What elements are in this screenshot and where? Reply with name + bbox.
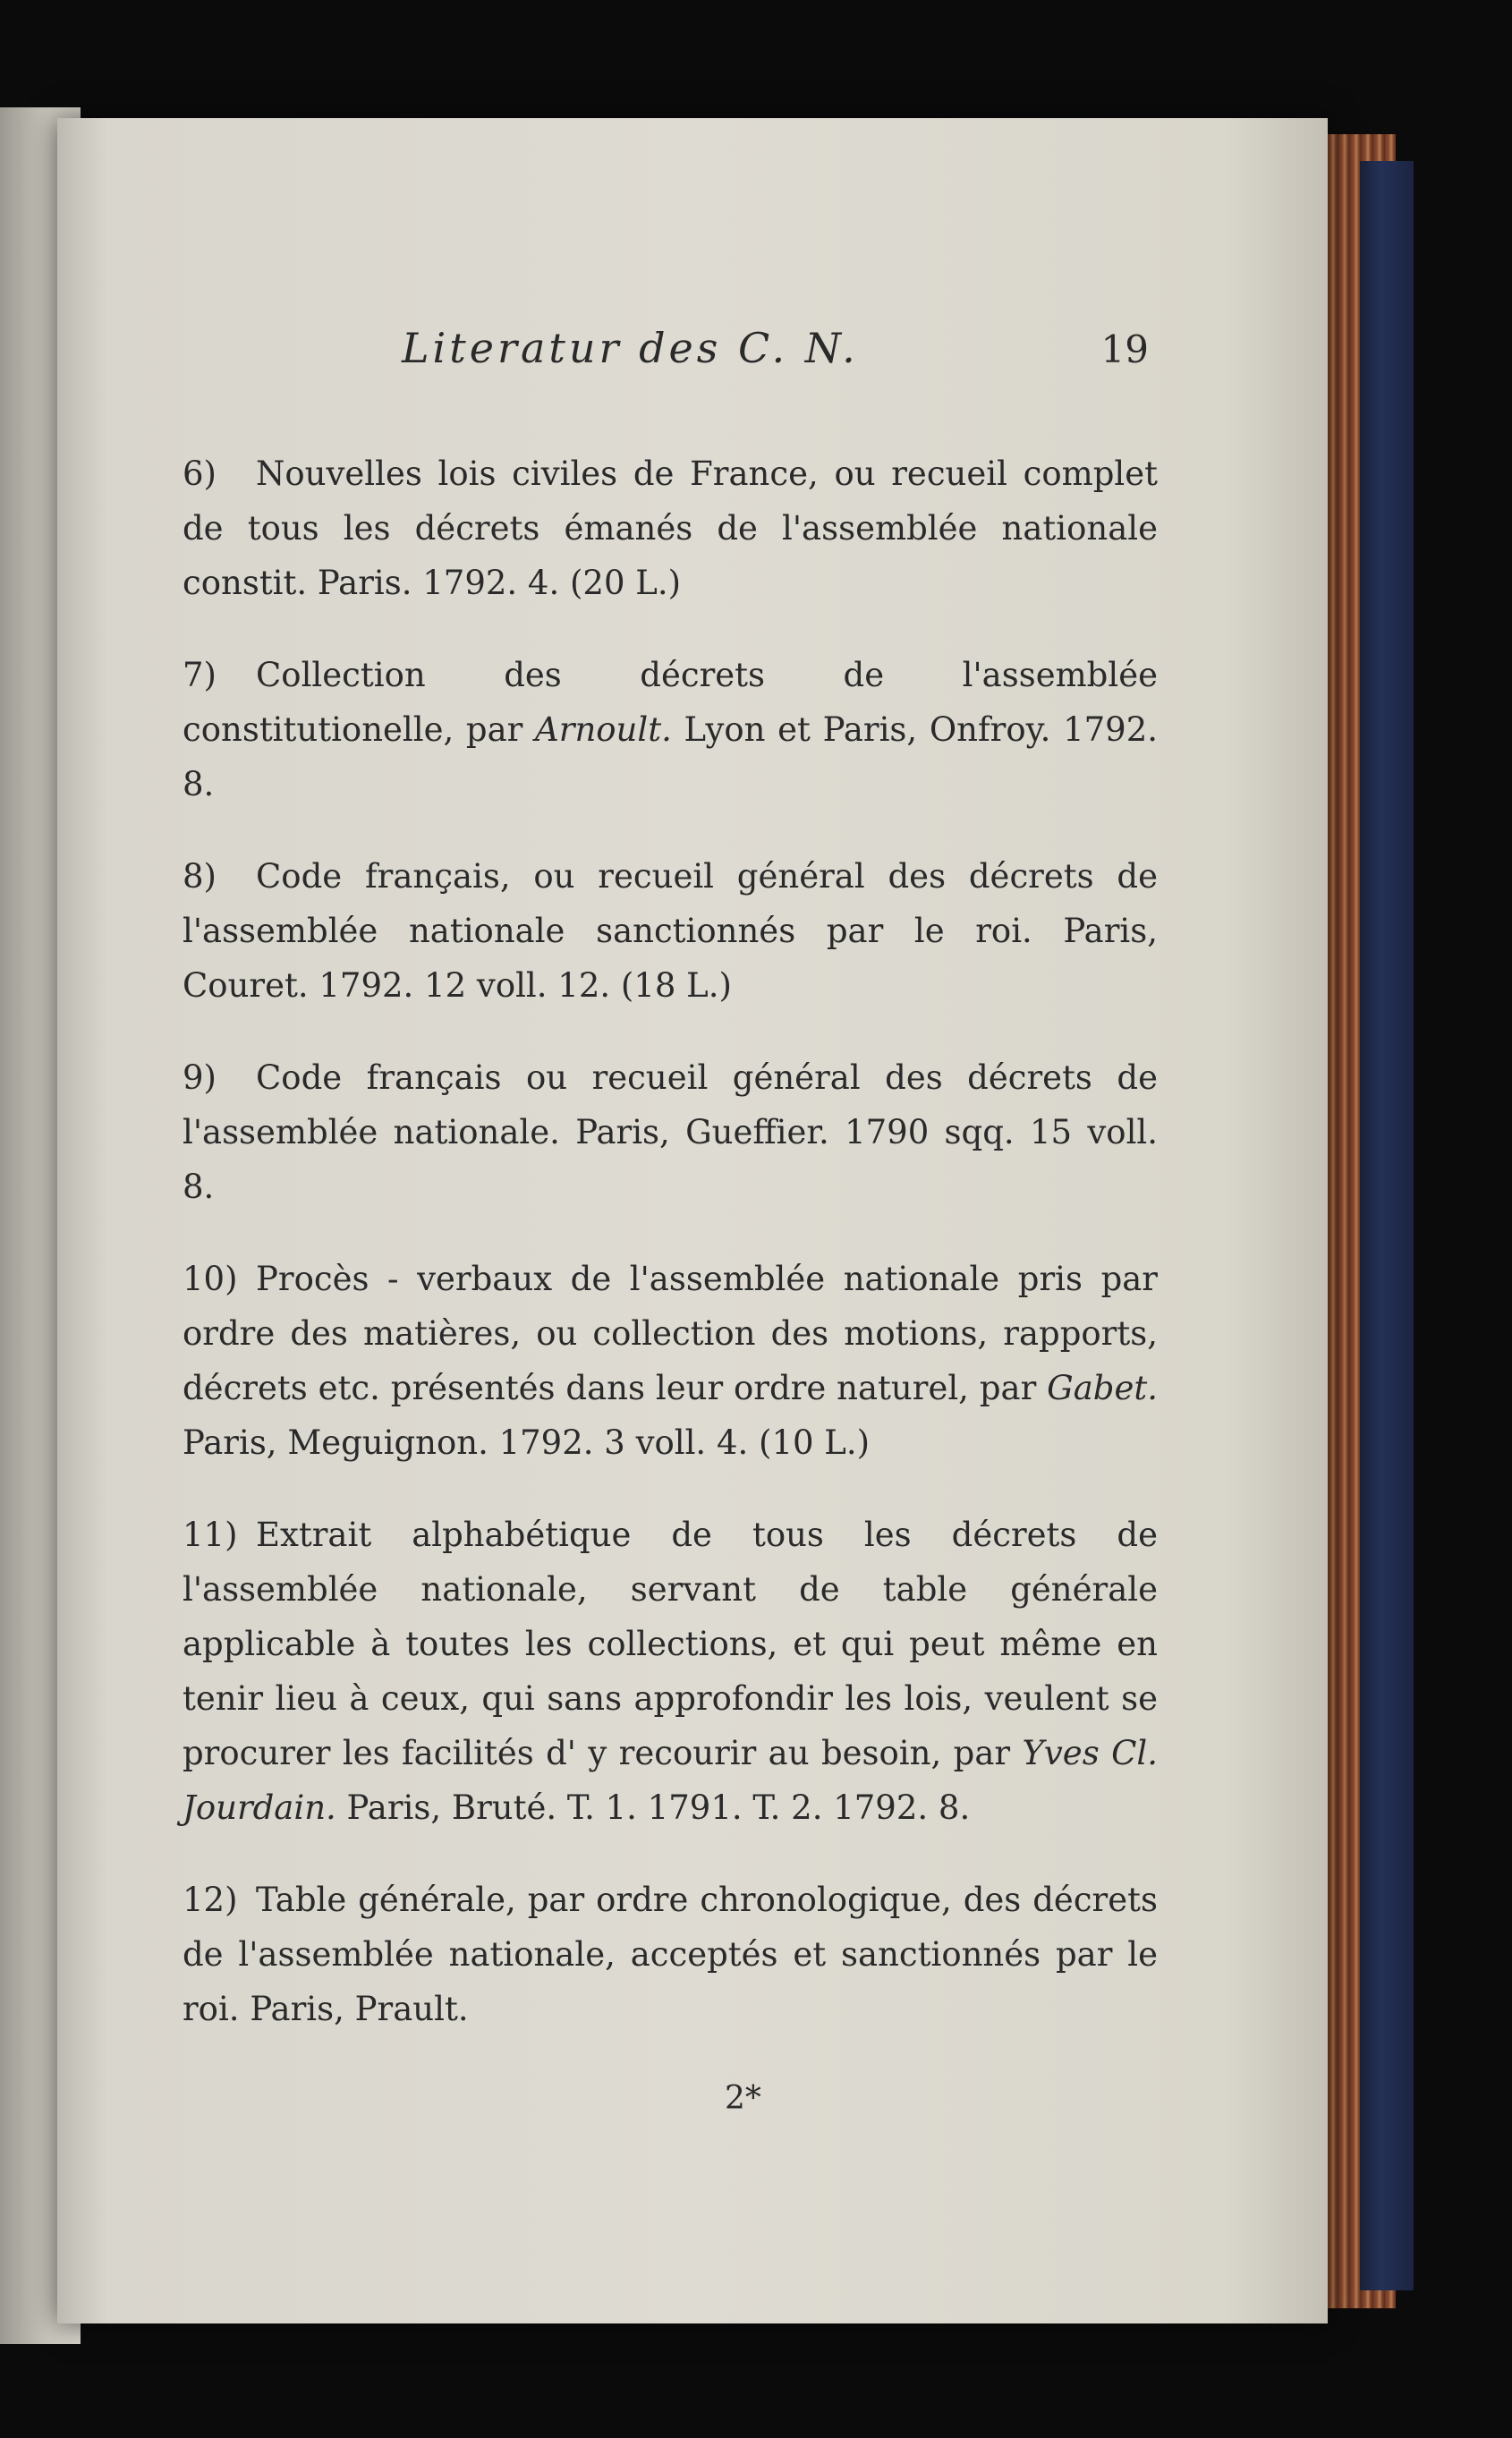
- page-number: 19: [1100, 327, 1149, 371]
- bibliography-entry-12: [183, 1873, 1158, 2036]
- signature-mark: 2*: [725, 2080, 761, 2117]
- running-title: Literatur des C. N.: [402, 324, 859, 372]
- book-page: [57, 118, 1328, 2323]
- bibliography-entry-10: [183, 1252, 1158, 1470]
- bibliography-entry-11: [183, 1508, 1158, 1835]
- entry-number: 9): [183, 1058, 217, 1097]
- bibliography-entry-7: [183, 648, 1158, 811]
- entry-text: Lyon et Paris, Onfroy. 1792. 8.: [183, 710, 1159, 803]
- entry-text: Code français ou recueil général des décrets de l'assemblée nationale. Paris, Gueffier. 1790 sqq. 15 voll. 8.: [183, 1058, 1158, 1206]
- bibliography-entry-9: [183, 1050, 1158, 1214]
- entry-number: 8): [183, 857, 217, 896]
- entry-text: Paris, Bruté. T. 1. 1791. T. 2. 1792. 8.: [336, 1788, 971, 1827]
- bibliography-entry-6: [183, 446, 1158, 610]
- entry-author: Yves Cl. Jourdain.: [183, 1734, 1158, 1827]
- entry-text: Collection des décrets de l'assemblée constitutionelle, par: [183, 656, 1158, 749]
- entry-number: 7): [183, 656, 217, 694]
- entry-text: Extrait alphabétique de tous les décrets de l'assemblée nationale, servant de table générale applicable à toutes les collections, et qui peut même en tenir lieu à ceux, qui sans approfondir les lois, veulent se procurer les facilités d' y recourir au besoin, par: [183, 1516, 1158, 1772]
- running-head: [183, 324, 1158, 413]
- entry-text: Paris, Meguignon. 1792. 3 voll. 4. (10 L.): [183, 1423, 871, 1462]
- entry-number: 11): [183, 1516, 238, 1554]
- entry-text: Table générale, par ordre chronologique, des décrets de l'assemblée nationale, acceptés et sanctionnés par le roi. Paris, Prault.: [183, 1881, 1158, 2028]
- entry-number: 10): [183, 1260, 238, 1298]
- book-cover-edge: [1360, 161, 1414, 2290]
- bibliography-entry-8: [183, 849, 1158, 1013]
- entry-text: Nouvelles lois civiles de France, ou recueil complet de tous les décrets émanés de l'assemblée nationale constit. Paris. 1792. 4. (20 L.): [183, 454, 1158, 602]
- entry-author: Gabet.: [1047, 1369, 1158, 1407]
- entry-number: 12): [183, 1881, 238, 1919]
- entry-text: Code français, ou recueil général des décrets de l'assemblée nationale sanctionnés par le roi. Paris, Couret. 1792. 12 voll. 12. (18 L.): [183, 857, 1158, 1005]
- entry-author: Arnoult.: [535, 710, 672, 749]
- entry-number: 6): [183, 454, 217, 493]
- page-content: [183, 324, 1158, 2074]
- entry-text: Procès - verbaux de l'assemblée nationale pris par ordre des matières, ou collection des motions, rapports, décrets etc. présentés dans leur ordre naturel, par: [183, 1260, 1158, 1407]
